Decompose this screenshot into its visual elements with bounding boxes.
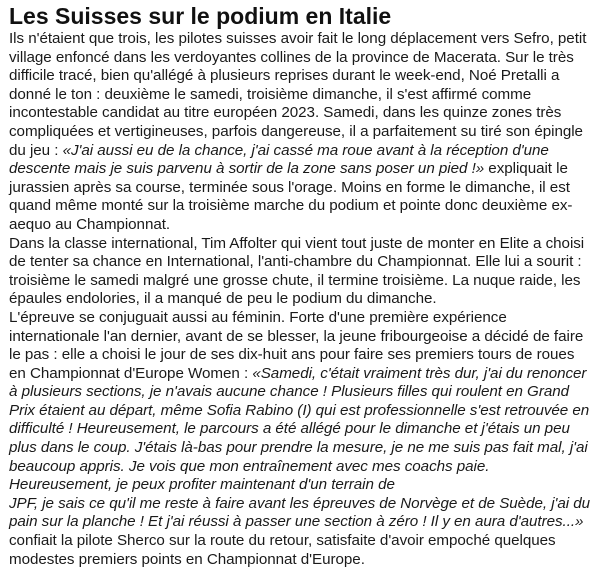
quote-women-end: JPF, je sais ce qu'il me reste à faire avant les épreuves de Norvège et de Suède, j'ai du pain sur la planche ! Et j'ai réussi à passer une section à zéro ! Il y en aura d'autres...» bbox=[9, 494, 591, 531]
paragraph-pretalli bbox=[9, 30, 591, 235]
article-title: Les Suisses sur le podium en Italie bbox=[9, 3, 392, 29]
text-segment: expliquait le jurassien après sa course, terminée sous l'orage. Moins en forme le dimanche, il est quand même monté sur la troisième marche du podium et pointe donc deuxième ex-aequo au Championnat. bbox=[9, 160, 573, 233]
paragraph-affolter bbox=[9, 235, 591, 309]
text-segment: confiait la pilote Sherco sur la route du retour, satisfaite d'avoir empoché quelques modestes premiers points en Championnat d'Europe. bbox=[9, 532, 556, 568]
text-segment: L'épreuve se conjuguait aussi au féminin. Forte d'une première expérience internationale l'an dernier, avant de se blesser, la jeune fribourgeoise a décidé de faire le pas : elle a choisi le jour de ses dix-huit ans pour faire ses premiers tours de roues en Championnat d'Europe Women : bbox=[9, 308, 584, 382]
quote-women: «Samedi, c'était vraiment très dur, j'ai du renoncer à plusieurs sections, je n'avais aucune chance ! Plusieurs filles qui roulent en Grand Prix étaient au départ, même Sofia Rabino (I) qui est professionnelle s'est retrouvée en difficulté ! Heureusement, le parcours a été allégé pour le dimanche et j'étais un peu plus dans le coup. J'étais là-bas pour prendre la mesure, je ne me suis pas fait mal, j'ai beaucoup appris. Je vois que mon entraînement avec mes coachs paie. Heureusement, je peux profiter maintenant d'un terrain de bbox=[9, 364, 590, 494]
text-segment: Ils n'étaient que trois, les pilotes suisses avoir fait le long déplacement vers Sefro, petit village enfoncé dans les verdoyantes collines de la province de Macerata. Sur le très difficile tracé, bien qu'allégé à plusieurs reprises durant le week-end, Noé Pretalli a donné le ton : deuxième le samedi, troisième dimanche, il s'est affirmé comme incontestable candidat au titre européen 2023. Samedi, dans les quinze zones très compliquées et vertigineuses, parfois dangereuse, il a parfaitement su tiré son épingle du jeu : bbox=[9, 30, 587, 159]
quote-pretalli: «J'ai aussi eu de la chance, j'ai cassé ma roue avant à la réception d'une descente mais je suis parvenu à sortir de la zone sans poser un pied !» bbox=[9, 141, 549, 178]
paragraph-conclusion bbox=[9, 495, 591, 569]
article-body bbox=[9, 30, 591, 569]
paragraph-women bbox=[9, 309, 591, 495]
text-segment: Dans la classe international, Tim Affolter qui vient tout juste de monter en Elite a choisi de tenter sa chance en International, l'anti-chambre du Championnat. Elle lui a sourit : troisième le samedi malgré une grosse chute, il termine troisième. La nuque raide, les épaules endolories, il a manqué de peu le podium du dimanche. bbox=[9, 234, 585, 308]
